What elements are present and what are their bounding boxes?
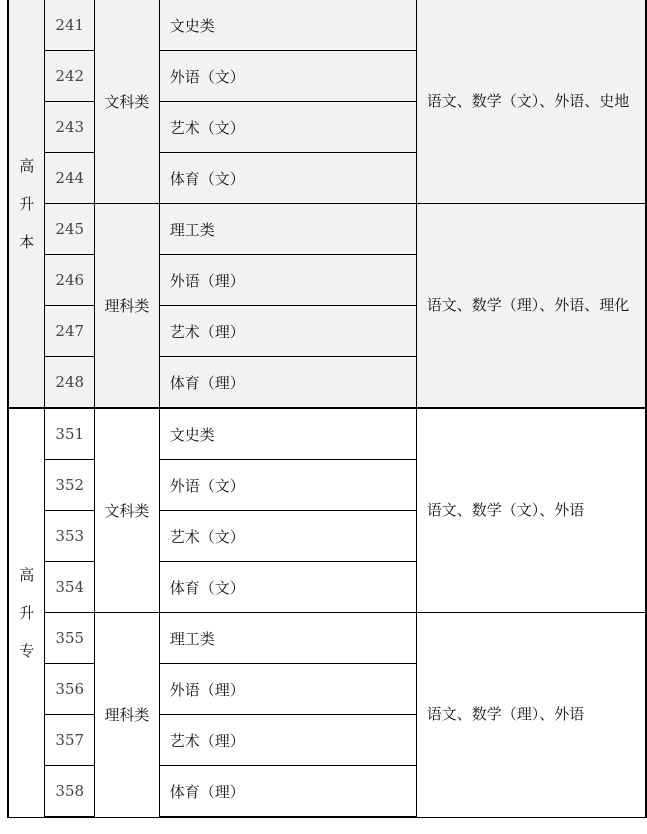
table-row xyxy=(8,613,646,664)
subjects-cell: 语文、数学（理）、外语、理化 xyxy=(416,204,646,409)
major-cell: 艺术（文） xyxy=(159,511,416,562)
major-cell: 体育（文） xyxy=(159,153,416,204)
major-cell: 外语（理） xyxy=(159,255,416,306)
major-cell: 理工类 xyxy=(159,204,416,255)
exam-subjects-table xyxy=(7,0,647,818)
table-row xyxy=(8,408,646,460)
category-cell: 文科类 xyxy=(94,408,159,613)
major-cell: 艺术（理） xyxy=(159,306,416,357)
code-cell: 355 xyxy=(45,613,95,664)
code-cell: 358 xyxy=(45,766,95,818)
major-cell: 文史类 xyxy=(159,0,416,51)
major-cell: 外语（文） xyxy=(159,51,416,102)
subjects-cell: 语文、数学（文）、外语、史地 xyxy=(416,0,646,204)
table-row xyxy=(8,0,646,51)
category-cell: 文科类 xyxy=(94,0,159,204)
code-cell: 247 xyxy=(45,306,95,357)
major-cell: 外语（理） xyxy=(159,664,416,715)
major-cell: 体育（理） xyxy=(159,766,416,818)
category-cell: 理科类 xyxy=(94,204,159,409)
code-cell: 241 xyxy=(45,0,95,51)
code-cell: 243 xyxy=(45,102,95,153)
code-cell: 354 xyxy=(45,562,95,613)
level-cell: 高 升 本 xyxy=(8,0,45,408)
code-cell: 244 xyxy=(45,153,95,204)
level-cell: 高 升 专 xyxy=(8,408,45,817)
code-cell: 248 xyxy=(45,357,95,409)
code-cell: 353 xyxy=(45,511,95,562)
major-cell: 体育（理） xyxy=(159,357,416,409)
category-cell: 理科类 xyxy=(94,613,159,818)
major-cell: 艺术（文） xyxy=(159,102,416,153)
code-cell: 352 xyxy=(45,460,95,511)
major-cell: 外语（文） xyxy=(159,460,416,511)
major-cell: 艺术（理） xyxy=(159,715,416,766)
major-cell: 理工类 xyxy=(159,613,416,664)
major-cell: 文史类 xyxy=(159,408,416,460)
code-cell: 357 xyxy=(45,715,95,766)
code-cell: 356 xyxy=(45,664,95,715)
code-cell: 351 xyxy=(45,408,95,460)
subjects-cell: 语文、数学（文）、外语 xyxy=(416,408,646,613)
code-cell: 246 xyxy=(45,255,95,306)
subjects-cell: 语文、数学（理）、外语 xyxy=(416,613,646,818)
table-row xyxy=(8,204,646,255)
code-cell: 245 xyxy=(45,204,95,255)
major-cell: 体育（文） xyxy=(159,562,416,613)
code-cell: 242 xyxy=(45,51,95,102)
